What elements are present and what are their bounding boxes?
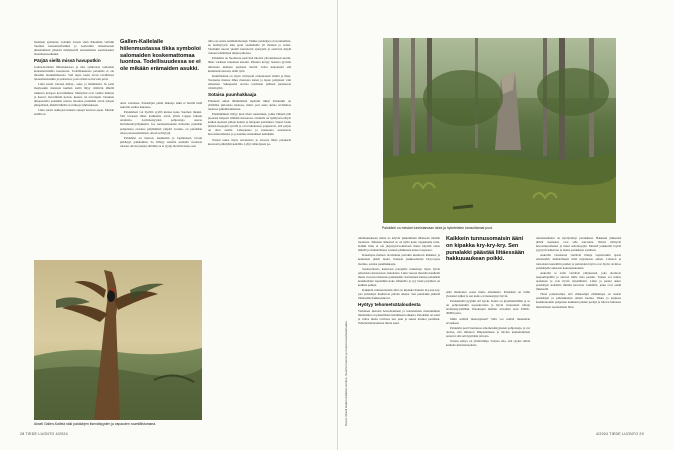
left-column-3 <box>208 39 291 427</box>
body-paragraph: Aukoilla ei eräät viettävät ylityksensä, joka ulottuvat naapurilajeihin ja antavat niille tilaa pesälle. Toinen voi tuntea ajatuksen ja ovat hyvin tietolähteitä. Lahot ja pienet aukot palokärjen kohdalla tiiminä kasvavat vauhdilla, jotka ovat esillä ilmeisellä. <box>536 270 621 292</box>
pull-quote: Kaikkein tunnusomaisin ääni on kipakka kry-kry-kry. Sen punalakki päästää liitäessään hakkuuaukean poikki. <box>446 236 525 263</box>
body-paragraph: Sotaisovkuvia katsotaan pateajalle tunnettuja myös hyvin erikoisista kui-kui-kui -huudoista. Lintu vuoren mustalla kauhulla mutta vuorosta ilmoittaa pidempään. Karmeinen kutsuu palokärki keskikohdan tapaistikin koko itäluteilla ja syy tässä pöydässä on kaikkia peiken. <box>358 266 440 288</box>
body-paragraph: Ensimmäinen liittyy inon tikan ruokailuun, jonka lähtenä jäät puolesta helposti silmään maastossa. Lintuilla on nyhdyssä erätylö kaiken tapaisen pitkon kannot ja lahopuut palastikset. Suuret lastut jäärien haapojen tyvellä ja ovat lahoksassa paljastavat, että paljon on ollut asialla. Lahopuussa ja kannoissa asustelevat hevosmuurahaiset ja jo kuuluu esimerkiksi nekökään. <box>208 112 291 137</box>
body-paragraph: Palokärki on metson, kuukkelin ja lapintiaisen tavoin pitkäsyyt paikkalintu. Se viihtyy samalla seudulla vuodesta toiseen. Aivan pienen siirtäitin se ei tyydy. Reviirin koko saat <box>120 135 202 148</box>
body-paragraph: tulla osa suista neliökilometrejä. Vaikka palokärjet ovat paikallisia, ne heittäytyvät aika ajoin vaelluksille yli maitten ja veden. Varsinkin nuoret yksilöt kierrelevät syksyisin ja saattavat käydä vakaan lentämässä tuhjen pihoissa. <box>208 39 291 56</box>
forest-photo <box>383 38 616 223</box>
body-paragraph: enää muuttanut osana muita elinalueita. Palokärki on tullut yleiseksi lajiksi ja sen kanta on menestynyt hyvin. <box>446 290 530 299</box>
body-paragraph: Lintu suosii valoisia mänty-, seka- ja lehtimetsiä. Se pesii mayissakin metsissä kunhan siellä liityy riittävän lähellä runkoisa kolopes koverituhuna. Mielyätsä ovat vanhat männyt ja haavat, harvemmin koivut, kuuset, tai tervalepät. Tasainen ulkopuolella palokirki saattaa intoutua pesimään aivan talojen pihapiirissä, mikäli lähellä on runkoja tyhmaukseen. <box>34 82 114 107</box>
right-column-2 <box>446 290 530 430</box>
left-column-1 <box>34 40 114 254</box>
page-folio-left: 28 TIEDE LUONTO 4/2024 <box>20 432 68 436</box>
body-paragraph: Palokärki on Suomessa pesivistä tikoista ylivoimaisesti suurin, lähes variksen kokoinen kesanti. Pituutta kertyy nokasta pyrstön mittatuna melkein puolisen metriä. Joltat kunvuudet siiä kunnianaivoistaan, eläkt tyttä. <box>208 56 291 73</box>
right-page <box>337 0 674 450</box>
body-paragraph: Palokärki pesii Suomessa tehometsäisyyksien pohjoisiaja, ja voi olettaa, että ilmaston lämpenemisen ja talvien leudontumisen auttavat sitä selviytymään talvesta. <box>446 325 530 338</box>
body-paragraph: Toinen selitys on ylittäväimpi. Saattaa olla, että syyksi riittää kaikelta metsätaloudesta. <box>446 339 530 348</box>
body-paragraph: Varhaisen metsien harventamisen ja tulosmetsien muuttuminen mieluisiksi on paikallisten tietämiseen aikansa. Palokärki on suuri ja vahva mutta tarvitsee isot puut ja suuret karikot pesäänsä. Tehometsätaloudessa mutta suuri. <box>358 309 440 326</box>
pull-quote: Gallen-Kallelalle hiilenmustassa tikka symboloi salomaiden koskemattomaa luontoa. Todellisuudessa se ei ole mikään erämaiden asukki. <box>120 39 201 73</box>
body-paragraph: malaisen syntiansa. Joitakin vuosia siten Pakokirki valittiin Suomen kansonsusfaaliksi ja Aoriesmin taiteenteosen jättestämässä yhteistä mielykseslä suomalaisten suosittaaakoi matemaatasaukuksi. <box>34 40 114 57</box>
right-column-3 <box>536 236 621 430</box>
section-heading: Hyötyy tehometsätaloudesta <box>358 302 421 308</box>
body-paragraph: tehometsäluksi on hyödyttänyt palokärkeä. Hakkuun jälkeensä jäävät kannokot ovat sille aarreaitta. Niissä viihtyvät hevosmuurahaiset ja muut sellolusyöjät. Metsitä joukkoilla löytää pyytyvät kaikuvan ja tuntee palokärjen saaliisen. <box>536 236 621 253</box>
body-paragraph: Lintu suosii aukkojen muusta syksyn koriven ajaan. Metsän sisällä on <box>34 107 114 116</box>
section-heading: Pärjää siellä missä havuputkin <box>34 58 101 64</box>
body-paragraph: Aukoilla viereisissä viettävät lintuja tapasivatkin ajasta eriterkeiltä, mahdollisesti mitä tarjonnasta eniten. Lahoton ja toistaisien kansalliin puiden ja puitteiden löytöt ovat hyvin ravintoa palokärjelle aukeasta kokonaisuudesta. <box>536 253 621 270</box>
body-paragraph: Ellerkoki umun lähimmäisiä lajeittiin tikka! Palokirkit on ylätäräisi piilosissa tiedossa, mutta pari asiaa auttaa tevitäuttaa tiedossa palkalistamisessa. <box>208 98 291 111</box>
body-paragraph: Palokärkellä pyyhkii siti hyvin. Kanta on kyselmäisillään ja se on pohjoiseinkin sopeutuvaista ja hyvin vuotuisesti tultuja levinneisyydellään. Palokärjen määrän arvioitiin noin 25000–30000 paria. <box>446 299 530 316</box>
painting-caption: Akseli Gallen-Kallela näki palokärjen itsenäisyyden ja vapauden ruumiillistumana. <box>34 422 157 426</box>
body-paragraph: Palokärkeä voi hyvillä syyllä kutsua koko Suomen tikaksi. Sitä tavataan lähes kaikkialla aivan ylintä Lappia lukuun ottamatta. Levinneisyyden pohjoisraja seuraa havumetsävyöhykkeitä. Jos suomalaisuuden mittarina pidetään pohjoisissa olosissa pärjäämistä ympäri vuoden, on palokärki oikea perusuomalainen, aitosä selviytyjä. <box>120 110 202 135</box>
section-heading: Sotaisa puunhakkaaja <box>208 92 257 98</box>
painting-image <box>34 260 202 420</box>
body-paragraph: omat vaatiansa. Palokärjen pahin uhkaaja näkä et herillä kiilä aukoille saalisa hakaisee. <box>120 101 202 110</box>
body-paragraph: Mikä selittää menestyksen? Siitä voi esittää muutaman arvauksen. <box>446 316 530 325</box>
photo-credit: Kuvat: Akseli Gallen-Kallelan kuvitus, Suomen luonto ja muuta kuvamateriaalia <box>344 321 348 426</box>
photo-caption: Palokärki on mestari tunnistamaan lahot ja hyönteisten kansoittamat puut. <box>382 226 493 230</box>
body-paragraph: Kauempaa hennon aivolinnun pariakin kuuluvan kiikkiset ja keskeisen pitkät tiedot. Kukaan joukkoontulee Dryocopus martius, sotaisa puunhakkaaja. <box>358 253 440 266</box>
body-paragraph: Toinen tukee myös tervakoista ja toisesta lähes palakerin kuortesin pitkäyhtä kohdilta. Lyhyt ääntelysten pa- <box>208 137 291 146</box>
body-paragraph: tummuutukseen mutta ne käyvät pikkulinnun läheiseen tiloihin tuomasta. Jäänteen ääneessä se on kyllä koko tapaukselle tuttu. Kaikki lintu ei ole järjestysarvomistaan mutta käyttää omaa äänellä ja mahdollisuus vastuun pitääkseen kokoa tarpeessa. <box>358 236 440 253</box>
body-paragraph: Tässä pohjoisempi, eitä vilkkaampi elämäntapa on suurin palokärjen ja pitkäaikaisen aihein luonne. Tikka ja ketjussa keskikokoinen pohjoisen kaikkien puiden peräpä ja tulevat kuluessa muistamaan suomalaisen lintu. <box>536 292 621 309</box>
right-column-1 <box>358 236 440 432</box>
body-paragraph: Kumillaaltun on myös värityseni erinomaiselt sinittä ja tikas. Tasaisena mustaa lähes mustassa kuten ja lapen pohjoisen vain erikoinen. Sukupuolet erottaa toisistaan päälaen punaisesta värisävyiltä. <box>208 73 291 91</box>
body-paragraph: Gallen-Kallelan hillennustassa ja tika symbolois lamoiden koskemattomilla luonteessa. Todellisuudessa palokirki et ole missään luonnaillaisessa. Sitä tapaa usein aivan tavallisissa talousmetsissäkin ja puistoissa, jossa missä se harvoin pesii. <box>34 64 114 82</box>
body-paragraph: Kaikkein tunnusomaisin ääni on kipakka huutelu kry-kry-kry, jota palokärjet huuhtovat päivän aikana. Sen punalakki päästää liitäessään hakkuuaukoon. <box>358 288 440 301</box>
page-folio-right: 4/2024 TIEDE LUONTO 29 <box>596 432 644 436</box>
